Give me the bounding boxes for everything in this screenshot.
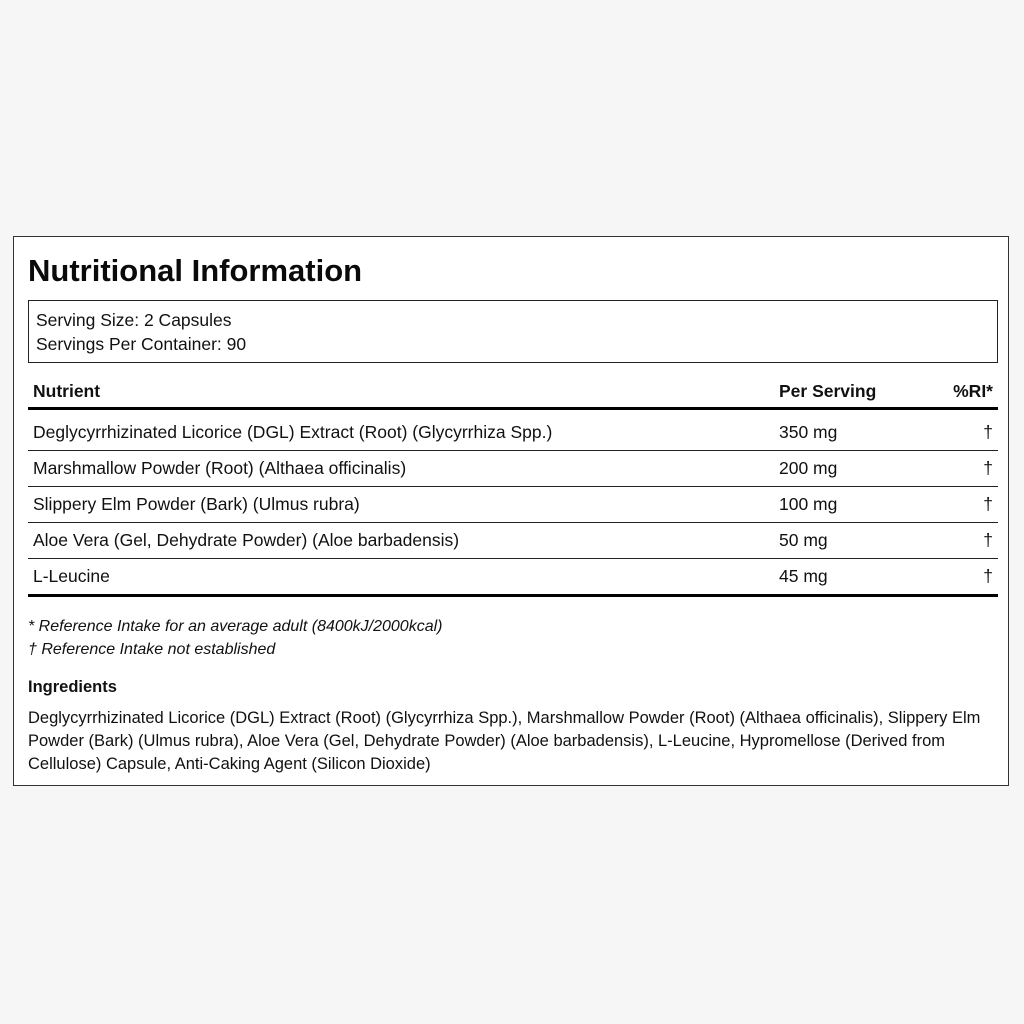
nutrition-panel: [13, 236, 1009, 786]
header-nutrient: Nutrient: [33, 381, 101, 401]
ingredients-heading: Ingredients: [28, 678, 117, 696]
footnote-not-established: † Reference Intake not established: [28, 641, 276, 658]
nutrient-ri: †: [983, 422, 993, 442]
table-row: [28, 451, 998, 487]
nutrient-name: Marshmallow Powder (Root) (Althaea officinalis): [33, 458, 407, 478]
footnotes: [28, 615, 442, 661]
nutrient-amount: 50 mg: [779, 530, 828, 550]
nutrient-name: Aloe Vera (Gel, Dehydrate Powder) (Aloe barbadensis): [33, 530, 460, 550]
nutrient-name: Slippery Elm Powder (Bark) (Ulmus rubra): [33, 494, 360, 514]
table-row: [28, 523, 998, 559]
panel-title: Nutritional Information: [28, 253, 363, 288]
table-row: [28, 415, 998, 451]
header-per-serving: Per Serving: [779, 381, 877, 401]
footnote-reference-intake: * Reference Intake for an average adult (8400kJ/2000kcal): [28, 618, 443, 635]
ingredients-text: Deglycyrrhizinated Licorice (DGL) Extract (Root) (Glycyrrhiza Spp.), Marshmallow Powder (Root) (Althaea officinalis), Slippery Elm Powder (Bark) (Ulmus rubra), Aloe Vera (Gel, Dehydrate Powder) (Aloe barbadensis), L-Leucine, Hypromellose (Derived from Cellulose) Capsule, Anti-Caking Agent (Silicon Dioxide): [28, 709, 981, 773]
header-ri: %RI*: [953, 381, 993, 401]
nutrient-amount: 350 mg: [779, 422, 838, 442]
table-row: [28, 487, 998, 523]
serving-size: Serving Size: 2 Capsules: [36, 310, 232, 330]
nutrient-name: L-Leucine: [33, 566, 110, 586]
table-header-row: [28, 375, 998, 410]
nutrient-ri: †: [983, 566, 993, 586]
nutrient-ri: †: [983, 494, 993, 514]
serving-info-box: [28, 300, 998, 363]
table-row: [28, 559, 998, 597]
nutrient-amount: 45 mg: [779, 566, 828, 586]
table-body: [28, 415, 998, 597]
nutrient-table: [28, 375, 998, 597]
nutrient-ri: †: [983, 530, 993, 550]
nutrient-amount: 100 mg: [779, 494, 838, 514]
nutrient-amount: 200 mg: [779, 458, 838, 478]
nutrient-ri: †: [983, 458, 993, 478]
servings-per-container: Servings Per Container: 90: [36, 334, 247, 354]
nutrient-name: Deglycyrrhizinated Licorice (DGL) Extract (Root) (Glycyrrhiza Spp.): [33, 422, 553, 442]
